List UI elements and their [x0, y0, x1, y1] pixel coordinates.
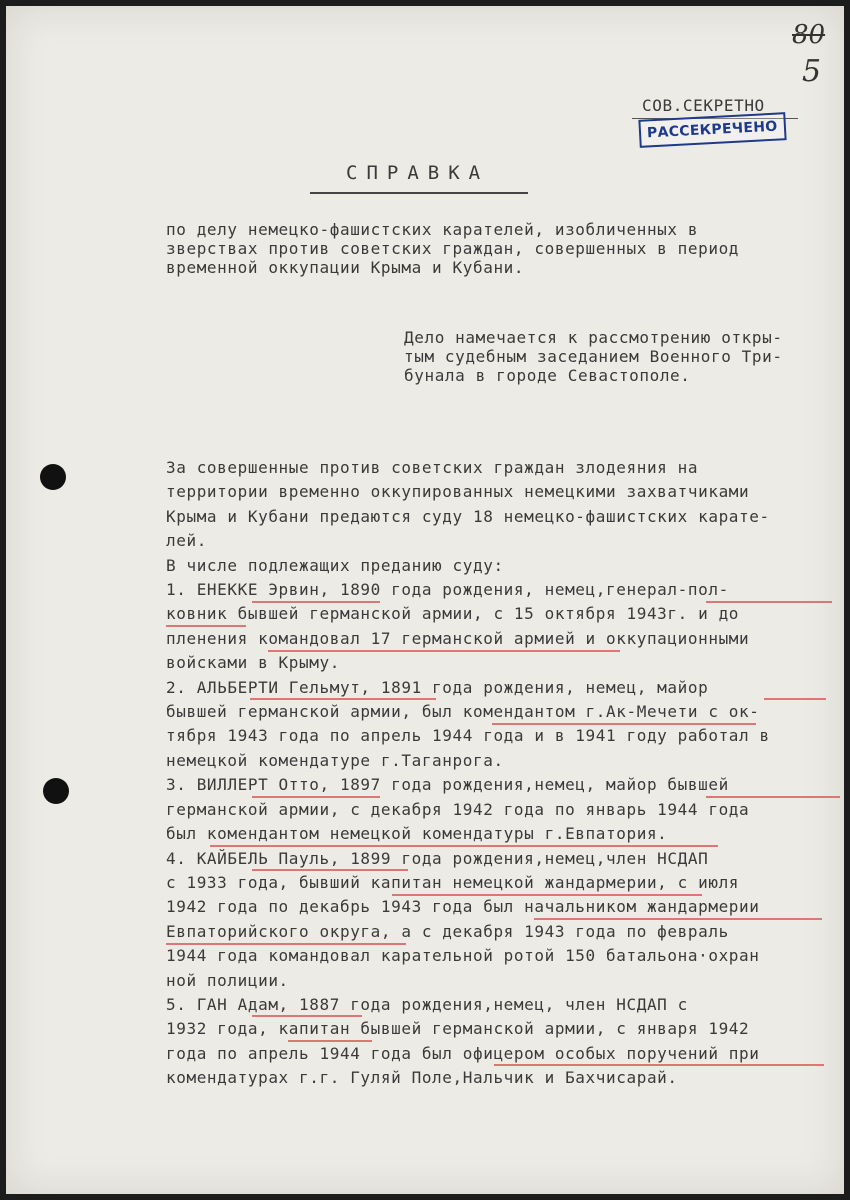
note-line: бунала в городе Севастополе. [404, 366, 691, 385]
document-body [166, 456, 770, 1091]
subtitle-line: зверствах против советских граждан, совершенных в период [166, 239, 740, 258]
document-page [6, 6, 844, 1194]
classification-label: СОВ.СЕКРЕТНО [642, 96, 765, 115]
body-line: комендатурах г.г. Гуляй Поле,Нальчик и Бахчисарай. [166, 1068, 678, 1088]
body-line: 4. КАЙБЕЛЬ Пауль, 1899 года рождения,немец,член НСДАП [166, 848, 709, 868]
handwritten-page-number-old: 80 [792, 20, 826, 50]
body-line: лей. [166, 531, 207, 551]
body-line: ной полиции. [166, 970, 289, 990]
red-underline [166, 943, 406, 945]
red-underline [706, 601, 832, 603]
red-underline [252, 601, 380, 603]
body-line: был комендантом немецкой комендатуры г.Евпатория. [166, 824, 668, 844]
body-line: с 1933 года, бывший капитан немецкой жандармерии, с июля [166, 872, 740, 892]
red-underline [288, 1040, 372, 1042]
body-line: войсками в Крыму. [166, 653, 340, 673]
red-underline [706, 796, 840, 798]
red-underline [252, 1015, 362, 1017]
body-line: ковник бывшей германской армии, с 15 октября 1943г. и до [166, 604, 740, 624]
body-line: 2. АЛЬБЕРТИ Гельмут, 1891 года рождения, немец, майор [166, 677, 709, 697]
tribunal-note [404, 328, 783, 385]
declassified-stamp: РАССЕКРЕЧЕНО [638, 112, 786, 148]
body-line: 5. ГАН Адам, 1887 года рождения,немец, член НСДАП с [166, 994, 688, 1014]
body-line: 1932 года, капитан бывшей германской армии, с января 1942 [166, 1019, 750, 1039]
body-line: За совершенные против советских граждан злодеяния на [166, 458, 699, 477]
body-line: 1944 года командовал карательной ротой 150 батальона·охран [166, 946, 760, 966]
body-line: Евпаторийского округа, а с декабря 1943 года по февраль [166, 921, 729, 941]
red-underline [494, 1064, 824, 1066]
subtitle-line: по делу немецко-фашистских карателей, изобличенных в [166, 220, 699, 239]
body-line: немецкой комендатуре г.Таганрога. [166, 750, 504, 770]
body-line: германской армии, с декабря 1942 года по январь 1944 года [166, 799, 750, 819]
red-underline [210, 845, 718, 847]
punch-hole [43, 778, 69, 804]
body-line: бывшей германской армии, был комендантом г.Ак-Мечети с ок- [166, 702, 760, 722]
handwritten-page-number-new: 5 [802, 54, 822, 89]
body-line: 1942 года по декабрь 1943 года был начальником жандармерии [166, 897, 760, 917]
red-underline [252, 869, 408, 871]
body-line: пленения командовал 17 германской армией и оккупационными [166, 628, 750, 648]
punch-hole [40, 464, 66, 490]
body-line: года по апрель 1944 года был офицером особых поручений при [166, 1043, 760, 1063]
body-line: 3. ВИЛЛЕРТ Отто, 1897 года рождения,немец, майор бывшей [166, 775, 729, 795]
body-line: территории временно оккупированных немецкими захватчиками [166, 482, 750, 502]
red-underline [166, 625, 246, 627]
subtitle-line: временной оккупации Крыма и Кубани. [166, 258, 525, 277]
red-underline [764, 698, 826, 700]
red-underline [534, 918, 822, 920]
red-underline [250, 698, 436, 700]
document-subtitle [166, 220, 739, 277]
red-underline [252, 796, 380, 798]
body-line: Крыма и Кубани предаются суду 18 немецко-фашистских карате- [166, 506, 770, 526]
red-underline [268, 650, 620, 652]
note-line: Дело намечается к рассмотрению откры- [404, 328, 783, 347]
document-title: СПРАВКА [346, 162, 490, 184]
body-line: 1. ЕНЕККЕ Эрвин, 1890 года рождения, немец,генерал-пол- [166, 580, 729, 600]
red-underline [492, 723, 756, 725]
title-underline [310, 192, 528, 194]
red-underline [392, 894, 702, 896]
body-line: В числе подлежащих преданию суду: [166, 555, 504, 575]
body-line: тября 1943 года по апрель 1944 года и в 1941 году работал в [166, 726, 770, 746]
note-line: тым судебным заседанием Военного Три- [404, 347, 783, 366]
